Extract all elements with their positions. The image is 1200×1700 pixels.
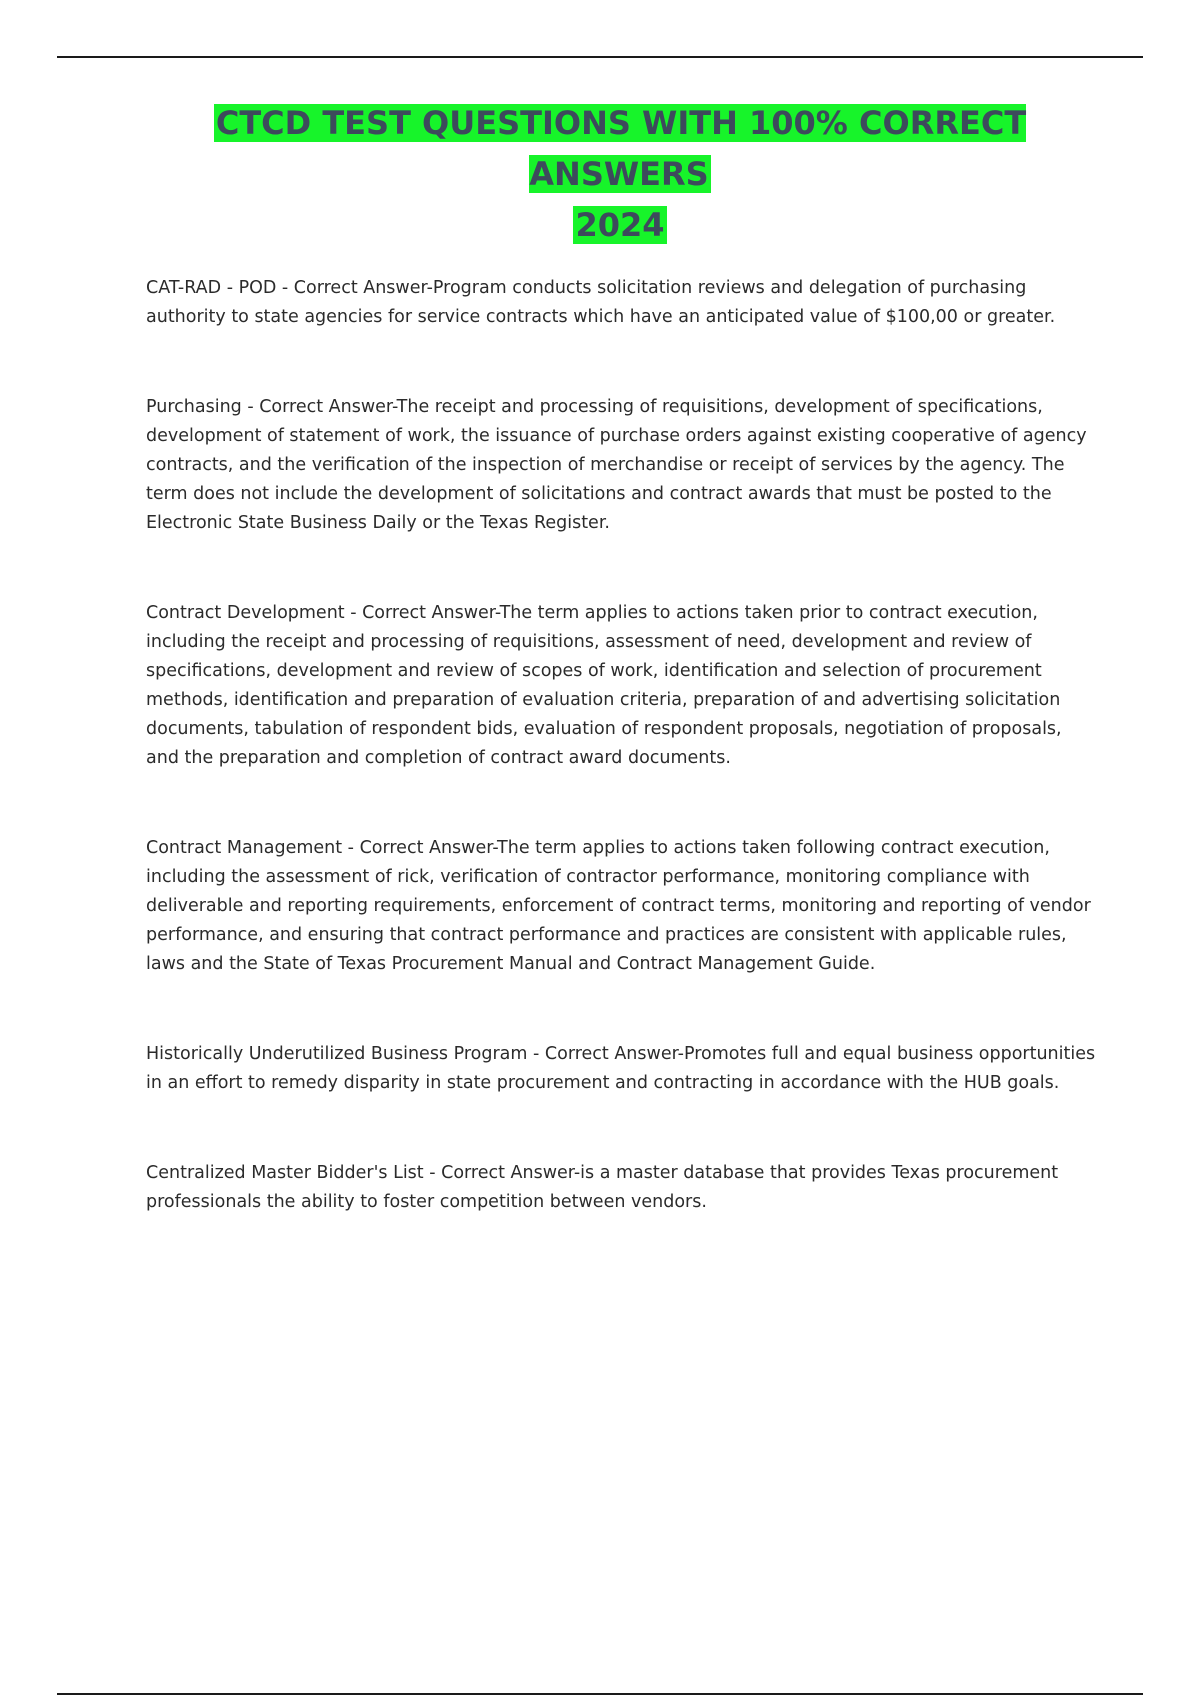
title-line-1: CTCD TEST QUESTIONS WITH 100% CORRECT ANSWERS — [215, 104, 1027, 193]
qa-entry-cat-rad: CAT-RAD - POD - Correct Answer-Program conducts solicitation reviews and delegation of purchasing authority to state agencies for service contracts which have an anticipated value of $100,00 or greater. — [146, 278, 1056, 327]
title-line-2: 2024 — [575, 206, 665, 244]
qa-entry-contract-management: Contract Management - Correct Answer-The term applies to actions taken following contract execution, including the assessment of rick, verification of contractor performance, monitoring compliance with deliverable and reporting requirements, enforcement of contract terms, monitoring and reporting of vendor performance, and ensuring that contract performance and practices are consistent with applicable rules, laws and the State of Texas Procurement Manual and Contract Management Guide. — [146, 838, 1091, 974]
qa-list — [146, 274, 1096, 1278]
qa-entry-hub-program: Historically Underutilized Business Program - Correct Answer-Promotes full and equal business opportunities in an effort to remedy disparity in state procurement and contracting in accordance with the HUB goals. — [146, 1044, 1096, 1093]
top-divider — [57, 56, 1143, 58]
qa-entry-contract-development: Contract Development - Correct Answer-The term applies to actions taken prior to contract execution, including the receipt and processing of requisitions, assessment of need, development and review of specifications, development and review of scopes of work, identification and selection of procurement methods, identification and preparation of evaluation criteria, preparation of and advertising solicitation documents, tabulation of respondent bids, evaluation of respondent proposals, negotiation of proposals, and the preparation and completion of contract award documents. — [146, 603, 1062, 768]
qa-entry-cmbl: Centralized Master Bidder's List - Correct Answer-is a master database that provides Texas procurement professionals the ability to foster competition between vendors. — [146, 1163, 1059, 1212]
bottom-divider — [57, 1693, 1143, 1695]
qa-entry-purchasing: Purchasing - Correct Answer-The receipt and processing of requisitions, development of specifications, development of statement of work, the issuance of purchase orders against existing cooperative of agency contracts, and the verification of the inspection of merchandise or receipt of services by the agency. The term does not include the development of solicitations and contract awards that must be posted to the Electronic State Business Daily or the Texas Register. — [146, 397, 1087, 533]
document-title — [140, 98, 1100, 251]
